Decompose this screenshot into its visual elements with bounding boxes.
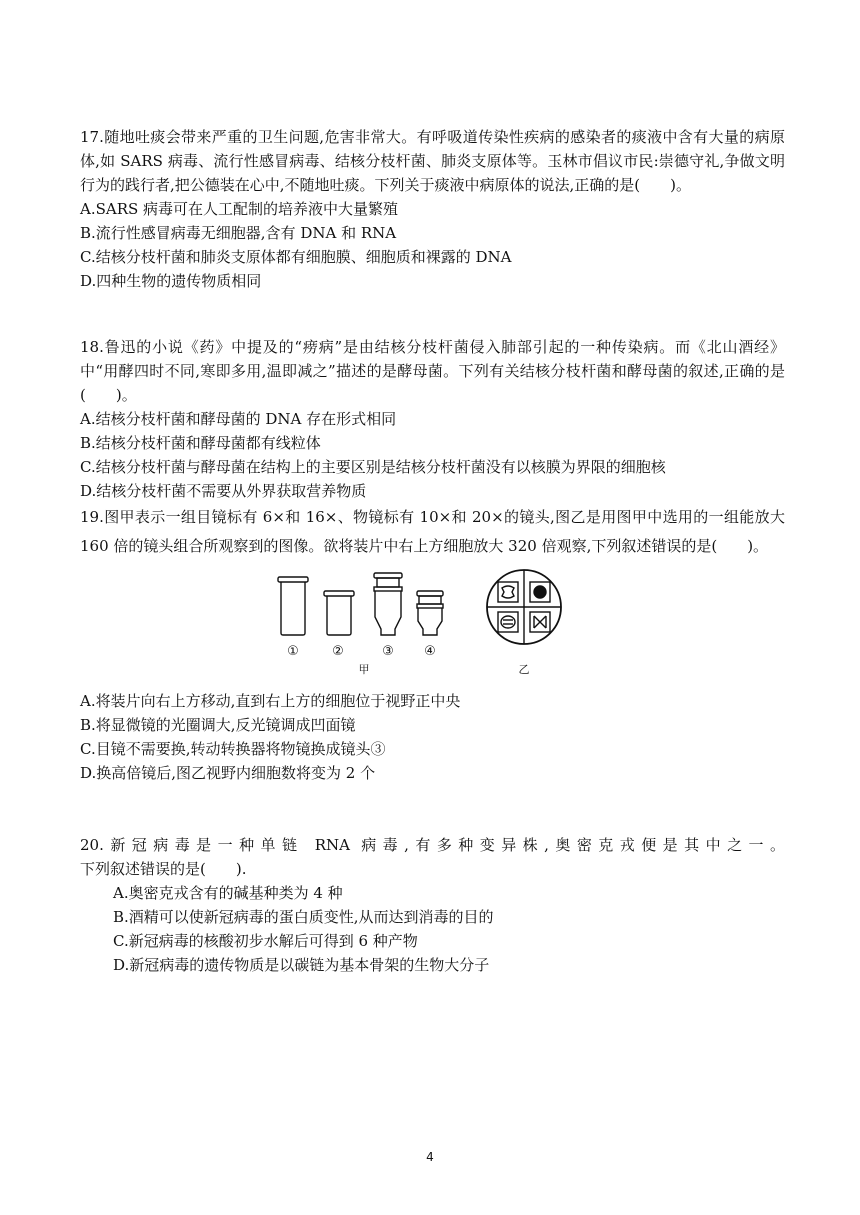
figure-label-yi: 乙 [518, 663, 530, 676]
option-c: C.结核分枝杆菌与酵母菌在结构上的主要区别是结核分枝杆菌没有以核膜为界限的细胞核 [80, 458, 666, 476]
option-d: D.结核分枝杆菌不需要从外界获取营养物质 [80, 482, 367, 500]
objective-long-icon [374, 573, 402, 635]
question-20 [80, 833, 785, 977]
objective-short-icon [417, 591, 443, 635]
eyepiece-short-icon [324, 591, 354, 635]
question-stem-line-1: 20.新冠病毒是一种单链 RNA 病毒,有多种变异株,奥密克戎便是其中之一。 [80, 836, 785, 854]
question-17 [80, 125, 785, 293]
option-c: C.新冠病毒的核酸初步水解后可得到 6 种产物 [113, 932, 418, 950]
option-d: D.换高倍镜后,图乙视野内细胞数将变为 2 个 [80, 764, 376, 782]
lens-label-3: ③ [382, 644, 394, 659]
question-stem-line-2: 下列叙述错误的是( ). [80, 860, 247, 878]
question-stem: 19.图甲表示一组目镜标有 6×和 16×、物镜标有 10×和 20×的镜头,图乙是用图甲中选用的一组能放大 160 倍的镜头组合所观察到的图像。欲将装片中右上方细胞放大 320 倍观察,下列叙述错误的是( )。 [80, 508, 785, 555]
field-of-view [487, 570, 561, 644]
option-a: A.结核分枝杆菌和酵母菌的 DNA 存在形式相同 [80, 410, 397, 428]
lens-label-2: ② [332, 644, 344, 659]
question-19 [80, 503, 785, 785]
question-stem: 17.随地吐痰会带来严重的卫生问题,危害非常大。有呼吸道传染性疾病的感染者的痰液中含有大量的病原体,如 SARS 病毒、流行性感冒病毒、结核分枝杆菌、肺炎支原体等。玉林市倡议市民:崇德守礼,争做文明行为的践行者,把公德装在心中,不随地吐痰。下列关于痰液中病原体的说法,正确的是( )。 [80, 128, 785, 194]
option-a: A.将装片向右上方移动,直到右上方的细胞位于视野正中央 [80, 692, 461, 710]
option-d: D.新冠病毒的遗传物质是以碳链为基本骨架的生物大分子 [113, 956, 490, 974]
option-b: B.结核分枝杆菌和酵母菌都有线粒体 [80, 434, 321, 452]
figure-label-jia: 甲 [358, 663, 370, 676]
option-d: D.四种生物的遗传物质相同 [80, 272, 262, 290]
option-b: B.酒精可以使新冠病毒的蛋白质变性,从而达到消毒的目的 [113, 908, 494, 926]
microscope-figure [80, 569, 785, 679]
option-a: A.奥密克戎含有的碱基种类为 4 种 [113, 884, 343, 902]
question-18 [80, 335, 785, 503]
option-c: C.结核分枝杆菌和肺炎支原体都有细胞膜、细胞质和裸露的 DNA [80, 248, 512, 266]
option-a: A.SARS 病毒可在人工配制的培养液中大量繁殖 [80, 200, 399, 218]
question-stem: 18.鲁迅的小说《药》中提及的“痨病”是由结核分枝杆菌侵入肺部引起的一种传染病。而《北山酒经》中“用酵四时不同,寒即多用,温即减之”描述的是酵母菌。下列有关结核分枝杆菌和酵母菌的叙述,正确的是( )。 [80, 338, 785, 404]
option-b: B.将显微镜的光圈调大,反光镜调成凹面镜 [80, 716, 356, 734]
option-b: B.流行性感冒病毒无细胞器,含有 DNA 和 RNA [80, 224, 397, 242]
page-number: 4 [426, 1150, 434, 1164]
eyepiece-long-icon [278, 577, 308, 635]
lens-label-4: ④ [424, 644, 436, 659]
lens-diagram [276, 569, 606, 679]
lens-label-1: ① [287, 644, 299, 659]
option-c: C.目镜不需要换,转动转换器将物镜换成镜头③ [80, 740, 386, 758]
